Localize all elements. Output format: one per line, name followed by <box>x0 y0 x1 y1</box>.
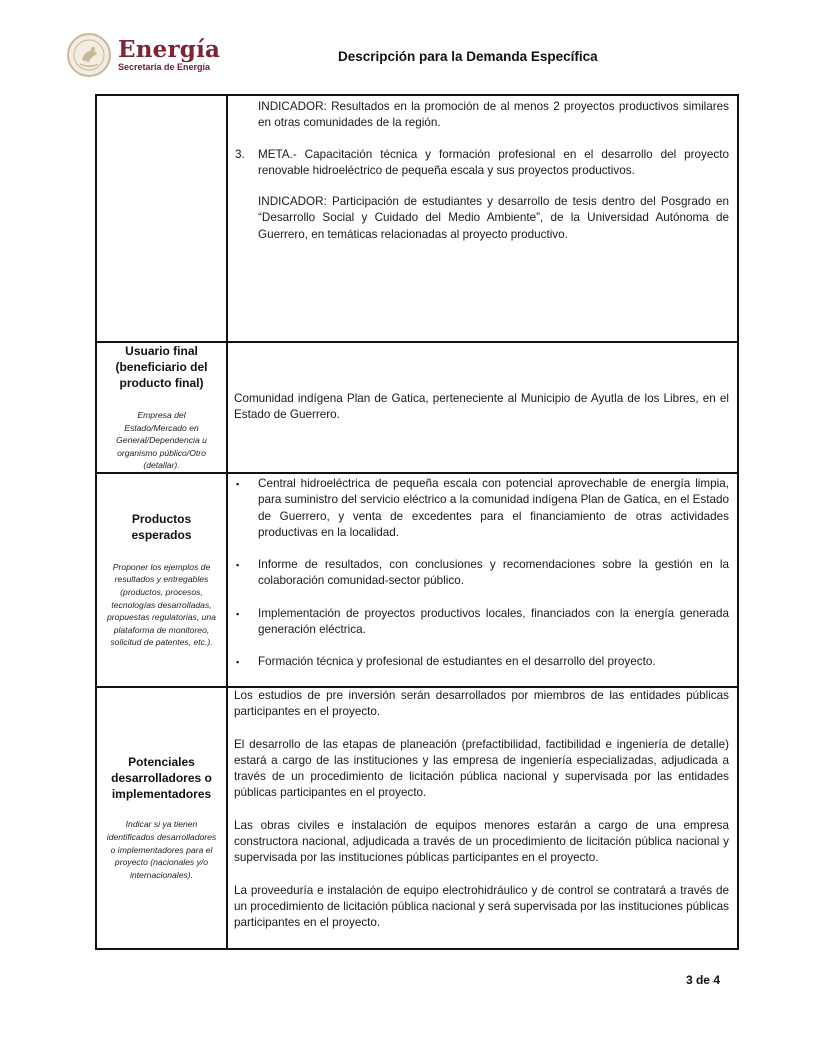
table-row <box>96 342 738 473</box>
productos-cell <box>227 473 738 687</box>
sener-logo <box>66 32 226 78</box>
document-title: Descripción para la Demanda Específica <box>338 49 598 64</box>
usuario-cell <box>227 342 738 473</box>
productos-hint: Proponer los ejemplos de resultados y entregables (productos, procesos, tecnologías desarrolladas, propuestas regulatorias, una plataforma de monitoreo, solicitud de patentes, etc.). <box>107 561 216 648</box>
list-item: ▪ Implementación de proyectos productivos locales, financiados con la energía generada generación eléctrica. <box>236 606 729 637</box>
bullet-icon: ▪ <box>236 560 240 571</box>
paragraph: El desarrollo de las etapas de planeación (prefactibilidad, factibilidad e ingeniería de detalle) estará a cargo de las instituciones y las empresa de ingeniería especializadas, adjudicada a través de un procedimiento de licitación pública nacional y supervisada por las entidades públicas participantes en el proyecto. <box>234 737 729 800</box>
bullet-icon: ▪ <box>236 608 240 619</box>
usuario-hint: Empresa del Estado/Mercado en General/Dependencia u organismo público/Otro (detallar). <box>116 410 207 471</box>
meta-3: 3. META.- Capacitación técnica y formación profesional en el desarrollo del proyecto renovable hidroeléctrico de pequeña escala y sus proyectos productivos. <box>235 147 729 177</box>
list-item: ▪ Informe de resultados, con conclusiones y recomendaciones sobre la gestión en la colaboración comunidad-sector público. <box>236 558 729 588</box>
brand-subtitle: Secretaría de Energía <box>118 62 211 72</box>
table-row <box>96 95 738 342</box>
indicador-2: INDICADOR: Resultados en la promoción de al menos 2 proyectos productivos similares en otras comunidades de la región. <box>258 100 729 130</box>
desarrolladores-label: Potenciales desarrolladores o implementadores <box>111 755 212 802</box>
desarrolladores-hint: Indicar si ya tienen identificados desarrolladores o implementadores para el proyecto (nacionales y/o internacionales). <box>106 819 217 880</box>
spec-table <box>95 94 739 950</box>
bullet-icon: ▪ <box>236 478 240 489</box>
usuario-text: Comunidad indígena Plan de Gatica, perteneciente al Municipio de Ayutla de los Libres, en el Estado de Guerrero. <box>234 392 729 422</box>
list-item: ▪ Central hidroeléctrica de pequeña escala con potencial aprovechable de energía limpia, para suministro del servicio eléctrico a la comunidad indígena Plan de Gatica, en el Estado de Guerrero, y venta de excedentes para el financiamiento de otras actividades productivas en la localidad. <box>236 476 729 539</box>
brand-name: Energía <box>118 36 221 63</box>
desarrolladores-cell <box>227 687 738 949</box>
desarrolladores-label-cell <box>96 687 227 949</box>
list-item: ▪ Formación técnica y profesional de estudiantes en el desarrollo del proyecto. <box>228 654 737 670</box>
productos-label-cell <box>96 473 227 687</box>
objectives-cell <box>227 95 738 342</box>
table-row <box>96 473 738 687</box>
paragraph: Los estudios de pre inversión serán desarrollados por miembros de las entidades públicas participantes en el proyecto. <box>234 688 729 719</box>
indicador-3: INDICADOR: Participación de estudiantes y desarrollo de tesis dentro del Posgrado en “Desarrollo Social y Cuidado del Medio Ambiente”, de la Universidad Autónoma de Guerrero, en temáticas relacionadas al proyecto productivo. <box>258 195 729 241</box>
usuario-label: Usuario final (beneficiario del producto final) <box>115 344 208 390</box>
page-number: 3 de 4 <box>685 973 720 987</box>
paragraph: Las obras civiles e instalación de equipos menores estarán a cargo de una empresa constructora nacional, adjudicada a través de un procedimiento de licitación pública nacional y supervisada por las instituciones públicas participantes en el proyecto. <box>234 818 729 865</box>
paragraph: La proveeduría e instalación de equipo electrohidráulico y de control se contratará a través de un procedimiento de licitación pública nacional y será supervisada por las instituciones públicas participantes en el proyecto. <box>234 883 729 930</box>
meta-3-number: 3. <box>235 147 245 161</box>
table-row <box>96 687 738 949</box>
bullet-icon: ▪ <box>236 657 240 668</box>
usuario-label-cell <box>96 342 227 473</box>
coat-of-arms-seal <box>66 32 112 78</box>
empty-label-cell <box>96 95 227 342</box>
productos-label: Productos esperados <box>131 511 192 542</box>
